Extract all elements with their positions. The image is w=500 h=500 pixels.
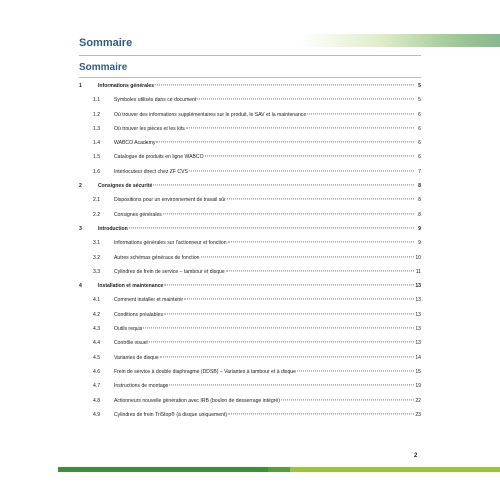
toc-entry-text: Où trouver les pièces et les kits xyxy=(114,125,185,132)
toc-section-entry[interactable] xyxy=(79,308,421,322)
toc-section-entry[interactable] xyxy=(79,365,421,379)
toc-entry-page: 11 xyxy=(415,268,421,275)
toc-divider xyxy=(79,77,421,78)
toc-entry-page: 13 xyxy=(415,283,421,290)
toc-entry-text: Consignes générales xyxy=(114,211,162,218)
toc-chapter-entry[interactable] xyxy=(79,179,421,193)
toc-section-entry[interactable] xyxy=(79,93,421,107)
toc-section-entry[interactable] xyxy=(79,136,421,150)
toc-dot-leader xyxy=(228,242,414,243)
toc-dot-leader xyxy=(169,385,414,386)
toc-entry-page: 22 xyxy=(415,397,421,404)
toc-entry-number: 1.6 xyxy=(93,168,101,175)
toc-entry-text: Catalogue de produits en ligne WABCO xyxy=(114,154,204,161)
table-of-contents xyxy=(79,79,421,422)
toc-entry-number: 2.1 xyxy=(93,197,101,204)
toc-entry-text: Où trouver des informations supplémentaires sur le produit, le SAV et la maintenance xyxy=(114,111,307,118)
toc-entry-number: 1.3 xyxy=(93,125,101,132)
toc-entry-number: 4.3 xyxy=(93,326,101,333)
toc-dot-leader xyxy=(163,213,414,214)
toc-entry-number: 3.3 xyxy=(93,268,101,275)
toc-section-entry[interactable] xyxy=(79,379,421,393)
toc-entry-page: 23 xyxy=(415,411,421,418)
toc-entry-text: Symboles utilisés dans ce document xyxy=(114,97,197,104)
toc-section-entry[interactable] xyxy=(79,150,421,164)
toc-entry-number: 3 xyxy=(79,225,82,232)
toc-entry-page: 6 xyxy=(418,154,421,161)
toc-entry-page: 19 xyxy=(415,383,421,390)
toc-dot-leader xyxy=(164,313,414,314)
toc-section-entry[interactable] xyxy=(79,394,421,408)
toc-entry-text: Frein de service à double diaphragme (DDSB) – Variantes à tambour et à disque xyxy=(114,368,296,375)
toc-entry-number: 4 xyxy=(79,283,82,290)
toc-entry-text: Conditions préalables xyxy=(114,311,163,318)
toc-dot-leader xyxy=(201,256,414,257)
toc-entry-page: 8 xyxy=(418,211,421,218)
toc-dot-leader xyxy=(156,142,414,143)
toc-dot-leader xyxy=(307,113,414,114)
toc-section-entry[interactable] xyxy=(79,122,421,136)
toc-entry-text: Comment installer et maintenir xyxy=(114,297,184,304)
toc-entry-number: 4.6 xyxy=(93,368,101,375)
toc-entry-number: 1 xyxy=(79,83,82,89)
toc-section-entry[interactable] xyxy=(79,293,421,307)
toc-entry-text: Contrôle visuel xyxy=(114,340,148,347)
toc-title: Sommaire xyxy=(79,62,128,73)
toc-entry-page: 5 xyxy=(418,83,421,89)
toc-section-entry[interactable] xyxy=(79,251,421,265)
toc-entry-page: 13 xyxy=(415,311,421,318)
toc-section-entry[interactable] xyxy=(79,236,421,250)
toc-entry-number: 4.8 xyxy=(93,397,101,404)
toc-dot-leader xyxy=(205,156,414,157)
toc-entry-page: 5 xyxy=(418,97,421,104)
toc-entry-text: Installation et maintenance xyxy=(98,283,164,290)
toc-entry-text: Dispositions pour un environnement de travail sûr xyxy=(114,197,226,204)
toc-dot-leader xyxy=(149,342,414,343)
toc-entry-number: 1.1 xyxy=(93,97,101,104)
toc-entry-page: 6 xyxy=(418,140,421,147)
toc-dot-leader xyxy=(186,127,414,128)
toc-entry-page: 9 xyxy=(418,240,421,247)
toc-section-entry[interactable] xyxy=(79,108,421,122)
toc-entry-page: 6 xyxy=(418,111,421,118)
toc-section-entry[interactable] xyxy=(79,165,421,179)
header-decoration-overlay xyxy=(380,34,500,47)
toc-dot-leader xyxy=(184,299,414,300)
toc-dot-leader xyxy=(153,184,414,185)
toc-entry-text: Outils requis xyxy=(114,326,143,333)
toc-entry-number: 3.2 xyxy=(93,254,101,261)
toc-entry-number: 2.2 xyxy=(93,211,101,218)
toc-entry-number: 1.2 xyxy=(93,111,101,118)
footer-bar-light-segment xyxy=(290,467,500,472)
toc-entry-page: 13 xyxy=(415,340,421,347)
toc-entry-page: 13 xyxy=(415,297,421,304)
toc-entry-page: 8 xyxy=(418,183,421,190)
toc-entry-text: Cylindres de frein TriStop® (à disque uniquement) xyxy=(114,411,228,418)
toc-dot-leader xyxy=(228,413,414,414)
toc-section-entry[interactable] xyxy=(79,351,421,365)
toc-dot-leader xyxy=(297,370,414,371)
toc-entry-number: 1.5 xyxy=(93,154,101,161)
toc-entry-text: Autres schémas généraux de fonction xyxy=(114,254,200,261)
toc-entry-text: Informations générales sur l'actionneur et fonction xyxy=(114,240,227,247)
toc-entry-number: 4.9 xyxy=(93,411,101,418)
toc-dot-leader xyxy=(129,227,414,228)
toc-entry-text: Introduction xyxy=(98,225,128,232)
toc-section-entry[interactable] xyxy=(79,193,421,207)
toc-entry-text: Instructions de montage xyxy=(114,383,169,390)
footer-bar-dark-segment xyxy=(58,467,268,472)
toc-section-entry[interactable] xyxy=(79,336,421,350)
toc-entry-number: 3.1 xyxy=(93,240,101,247)
toc-dot-leader xyxy=(227,199,414,200)
toc-entry-number: 4.4 xyxy=(93,340,101,347)
toc-entry-page: 10 xyxy=(415,254,421,261)
toc-entry-text: Consignes de sécurité xyxy=(98,183,153,190)
toc-entry-text: Actionneurs nouvelle génération avec IRB (boulon de desserrage intégré) xyxy=(114,397,280,404)
toc-entry-number: 4.1 xyxy=(93,297,101,304)
toc-chapter-entry[interactable] xyxy=(79,279,421,293)
toc-entry-text: Informations générales xyxy=(98,83,155,89)
toc-entry-number: 4.5 xyxy=(93,354,101,361)
toc-section-entry[interactable] xyxy=(79,408,421,422)
toc-section-entry[interactable] xyxy=(79,322,421,336)
toc-entry-page: 6 xyxy=(418,125,421,132)
toc-chapter-entry[interactable] xyxy=(79,222,421,236)
header-divider xyxy=(79,55,421,56)
toc-section-entry[interactable] xyxy=(79,208,421,222)
footer-bar-mid-segment xyxy=(268,467,290,472)
toc-chapter-entry[interactable] xyxy=(79,79,421,93)
toc-dot-leader xyxy=(143,327,414,328)
toc-dot-leader xyxy=(189,170,414,171)
toc-dot-leader xyxy=(226,270,414,271)
toc-entry-page: 14 xyxy=(415,354,421,361)
toc-entry-text: Interlocuteur direct chez ZF CVS xyxy=(114,168,188,175)
page-number: 2 xyxy=(414,453,418,459)
toc-entry-number: 2 xyxy=(79,183,82,190)
footer-bar xyxy=(58,467,500,472)
toc-entry-page: 7 xyxy=(418,168,421,175)
toc-entry-number: 4.7 xyxy=(93,383,101,390)
toc-dot-leader xyxy=(160,356,414,357)
toc-entry-page: 8 xyxy=(418,197,421,204)
toc-dot-leader xyxy=(155,84,414,85)
toc-section-entry[interactable] xyxy=(79,265,421,279)
toc-entry-text: Cylindres de frein de service – tambour et disque xyxy=(114,268,225,275)
toc-entry-number: 1.4 xyxy=(93,140,101,147)
toc-entry-page: 13 xyxy=(415,326,421,333)
toc-entry-page: 9 xyxy=(418,225,421,232)
page-header-title: Sommaire xyxy=(79,37,133,49)
toc-entry-text: Variantes de disque xyxy=(114,354,159,361)
toc-entry-page: 15 xyxy=(415,368,421,375)
toc-dot-leader xyxy=(281,399,414,400)
toc-entry-text: WABCO Academy xyxy=(114,140,156,147)
toc-entry-number: 4.2 xyxy=(93,311,101,318)
toc-dot-leader xyxy=(164,285,414,286)
toc-dot-leader xyxy=(197,99,414,100)
